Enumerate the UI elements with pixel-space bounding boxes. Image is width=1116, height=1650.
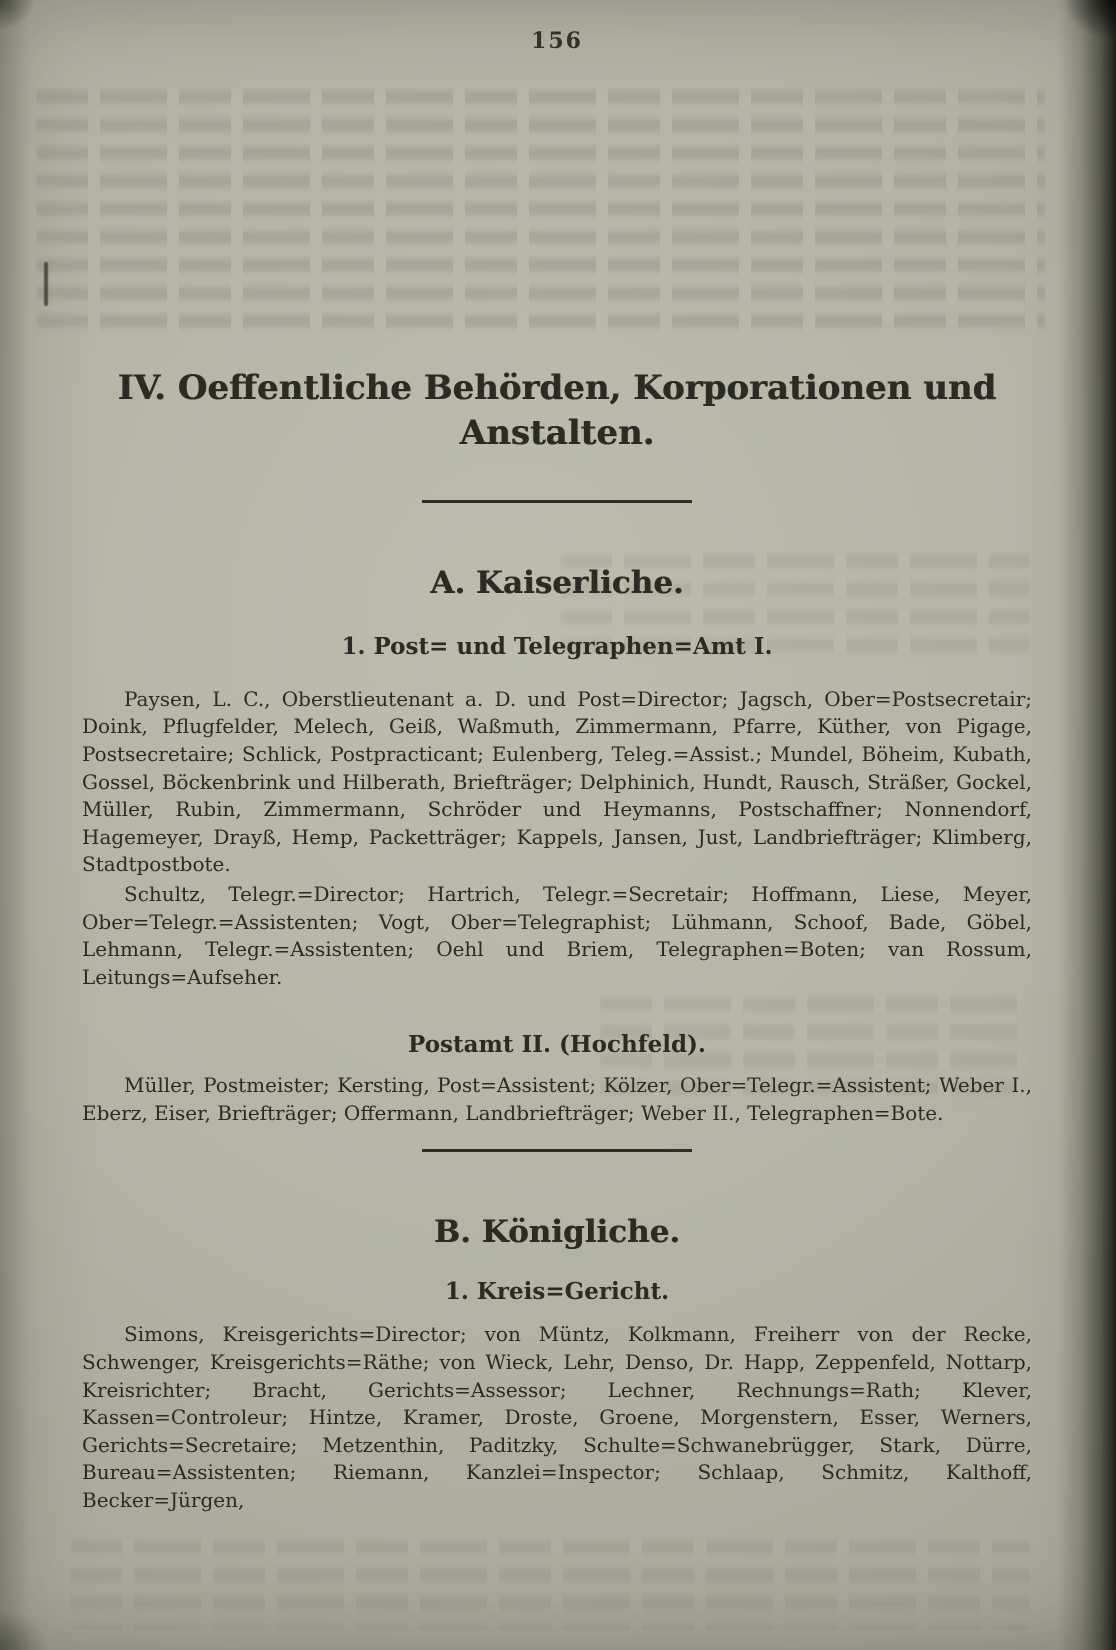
scan-corner-mark — [0, 0, 34, 30]
directory-paragraph: Simons, Kreisgerichts=Director; von Müntz, Kolkmann, Freiherr von der Recke, Schwenger, Kreisgerichts=Räthe; von Wieck, Lehr, Denso, Dr. Happ, Zeppenfeld, Nottarp, Kreisrichter; Bracht, Gerichts=Assessor; Lechner, Rechnungs=Rath; Klever, Kassen=Controleur; Hintze, Kramer, Droste, Groene, Morgenstern, Esser, Werners, Gerichts=Secretaire; Metzenthin, Paditzky, Schulte=Schwanebrügger, Stark, Dürre, Bureau=Assistenten; Riemann, Kanzlei=Inspector; Schlaap, Schmitz, Kalthoff, Becker=Jürgen, — [82, 1322, 1032, 1513]
scan-corner-mark — [1064, 0, 1116, 40]
scan-corner-mark — [0, 1610, 48, 1650]
directory-paragraph: Schultz, Telegr.=Director; Hartrich, Telegr.=Secretair; Hoffmann, Liese, Meyer, Ober=Telegr.=Assistenten; Vogt, Ober=Telegraphist; Lühmann, Schoof, Bade, Göbel, Lehmann, Telegr.=Assistenten; Oehl und Briem, Telegraphen=Boten; van Rossum, Leitungs=Aufseher. — [82, 881, 1032, 989]
page-left-edge-shading — [0, 0, 30, 1650]
subsection-heading-kreis-gericht: 1. Kreis=Gericht. — [444, 1278, 670, 1306]
section-heading-kaiserliche: A. Kaiserliche. — [430, 564, 684, 601]
subsection-heading-post-telegraphen-amt: 1. Post= und Telegraphen=Amt I. — [341, 632, 773, 660]
directory-paragraph: Paysen, L. C., Oberstlieutenant a. D. und Post=Director; Jagsch, Ober=Postsecretair; Doink, Pflugfelder, Melech, Geiß, Waßmuth, Zimmermann, Pfarre, Küther, von Pigage, Postsecretaire; Schlick, Postpracticant; Eulenberg, Teleg.=Assist.; Mundel, Böheim, Kubath, Gossel, Böckenbrink und Hilberath, Briefträger; Delphinich, Hundt, Rausch, Sträßer, Gockel, Müller, Rubin, Zimmermann, Schröder und Heymanns, Postschaffner; Nonnendorf, Hagemeyer, Drayß, Hemp, Packetträger; Kappels, Jansen, Just, Landbriefträger; Klimberg, Stadtpostbote. — [82, 686, 1032, 877]
chapter-title: IV. Oeffentliche Behörden, Korporationen und Anstalten. — [117, 368, 997, 453]
section-heading-koenigliche: B. Königliche. — [433, 1214, 681, 1251]
margin-ink-mark — [44, 262, 48, 306]
section-divider — [422, 1149, 692, 1152]
printed-content — [82, 0, 1032, 1515]
page-edge-shadow — [1058, 0, 1116, 1650]
directory-paragraph: Müller, Postmeister; Kersting, Post=Assistent; Kölzer, Ober=Telegr.=Assistent; Weber I., Eberz, Eiser, Briefträger; Offermann, Landbriefträger; Weber II., Telegraphen=Bote. — [82, 1073, 1032, 1125]
subsection-heading-postamt-hochfeld: Postamt II. (Hochfeld). — [408, 1031, 706, 1059]
reverse-side-showthrough — [70, 1538, 1030, 1630]
page-number: 156 — [531, 28, 583, 54]
section-divider — [422, 500, 692, 503]
